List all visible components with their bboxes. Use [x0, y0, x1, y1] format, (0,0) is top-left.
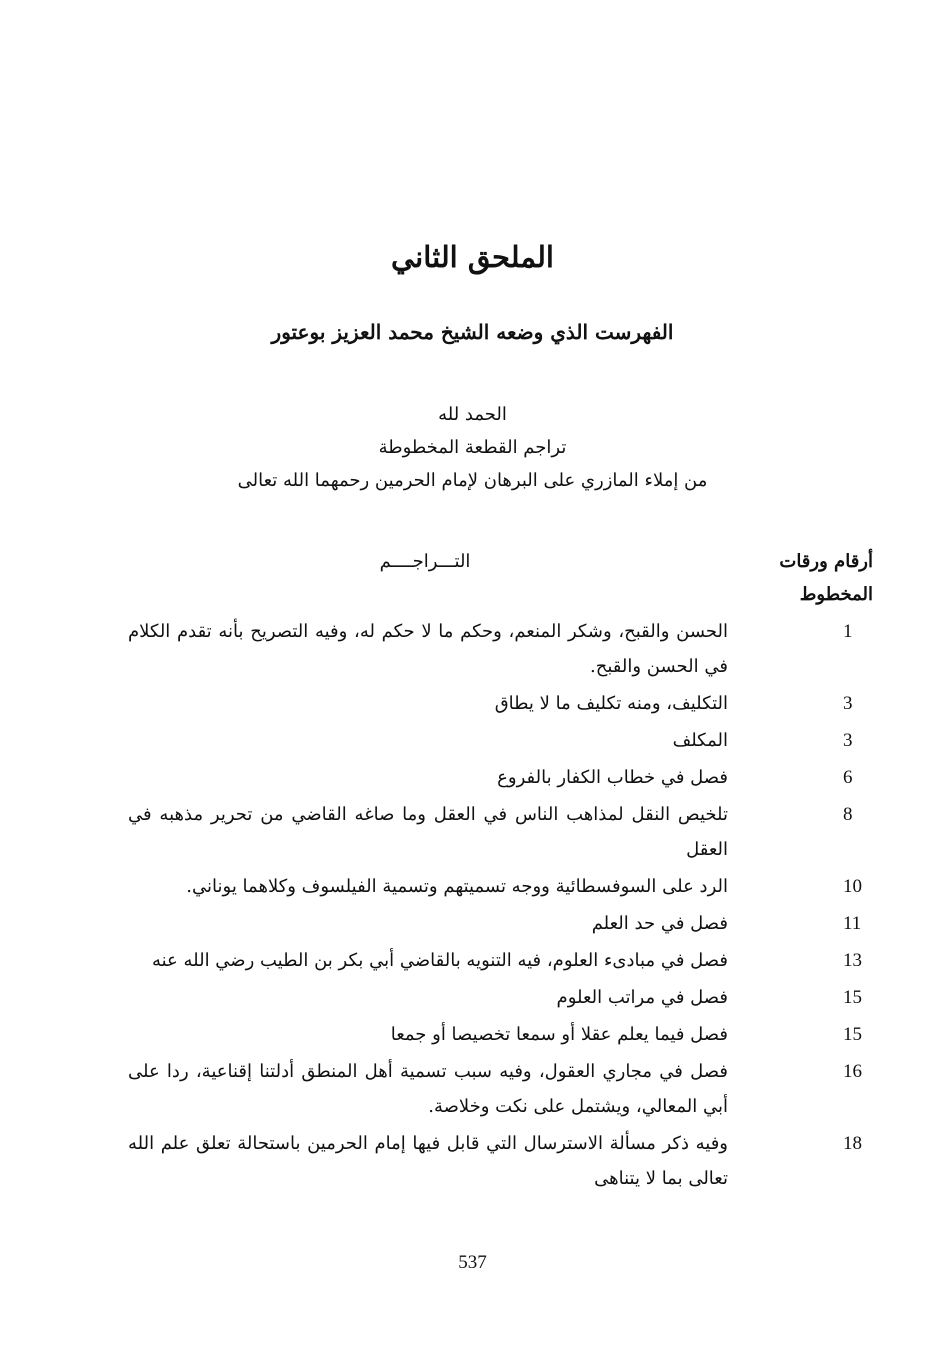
entry-page-number: 10 [843, 876, 862, 897]
list-item [128, 686, 873, 721]
entry-page-number: 15 [843, 1024, 862, 1045]
intro-praise: الحمد لله [438, 404, 507, 425]
intro-block [0, 398, 945, 497]
list-item [128, 723, 873, 758]
entry-text: فصل فيما يعلم عقلا أو سمعا تخصيصا أو جمعا [390, 1024, 728, 1045]
entry-text: الرد على السوفسطائية ووجه تسميتهم وتسمية الفيلسوف وكلاهما يوناني. [186, 876, 728, 897]
entry-text: وفيه ذكر مسألة الاسترسال التي قابل فيها إمام الحرمين باستحالة تعلق علم الله تعالى بما لا يتناهى [128, 1133, 728, 1189]
entry-page-number: 3 [843, 730, 853, 751]
entry-page-number: 16 [843, 1061, 862, 1082]
entry-text: فصل في مجاري العقول، وفيه سبب تسمية أهل المنطق أدلتنا إقناعية، ردا على أبي المعالي، ويشتمل على نكت وخلاصة. [128, 1061, 728, 1117]
list-item [128, 614, 873, 684]
entry-page-number: 13 [843, 950, 862, 971]
entry-text: المكلف [672, 730, 728, 751]
column-header-entries: التـــراجــــم [379, 551, 471, 572]
entry-page-number: 3 [843, 693, 853, 714]
entry-text: فصل في مبادىء العلوم، فيه التنويه بالقاضي أبي بكر بن الطيب رضي الله عنه [151, 950, 728, 971]
entry-page-number: 8 [843, 804, 853, 825]
intro-heading: تراجم القطعة المخطوطة [378, 437, 567, 458]
entry-text: فصل في مراتب العلوم [556, 987, 728, 1008]
entries-list [128, 614, 873, 1198]
list-item [128, 797, 873, 867]
appendix-title: الملحق الثاني [391, 240, 554, 274]
entry-page-number: 18 [843, 1133, 862, 1154]
index-subtitle: الفهرست الذي وضعه الشيخ محمد العزيز بوعتور [271, 320, 674, 344]
list-item [128, 1017, 873, 1052]
list-item [128, 760, 873, 795]
list-item [128, 869, 873, 904]
intro-source: من إملاء المازري على البرهان لإمام الحرمين رحمهما الله تعالى [237, 470, 708, 491]
list-item [128, 1054, 873, 1124]
entry-text: التكليف، ومنه تكليف ما لا يطاق [494, 693, 728, 714]
entry-text: فصل في حد العلم [591, 913, 728, 934]
entry-page-number: 15 [843, 987, 862, 1008]
list-item [128, 980, 873, 1015]
list-item [128, 906, 873, 941]
entry-text: فصل في خطاب الكفار بالفروع [497, 767, 728, 788]
entry-page-number: 1 [843, 621, 853, 642]
column-header-pages: أرقام ورقات المخطوط [779, 551, 873, 605]
entry-text: الحسن والقبح، وشكر المنعم، وحكم ما لا حكم له، وفيه التصريح بأنه تقدم الكلام في الحسن والقبح. [128, 621, 728, 677]
entry-page-number: 11 [843, 913, 862, 934]
entry-page-number: 6 [843, 767, 853, 788]
list-item [128, 1126, 873, 1196]
page-number: 537 [458, 1252, 487, 1273]
entry-text: تلخيص النقل لمذاهب الناس في العقل وما صاغه القاضي من تحرير مذهبه في العقل [128, 804, 728, 860]
list-item [128, 943, 873, 978]
